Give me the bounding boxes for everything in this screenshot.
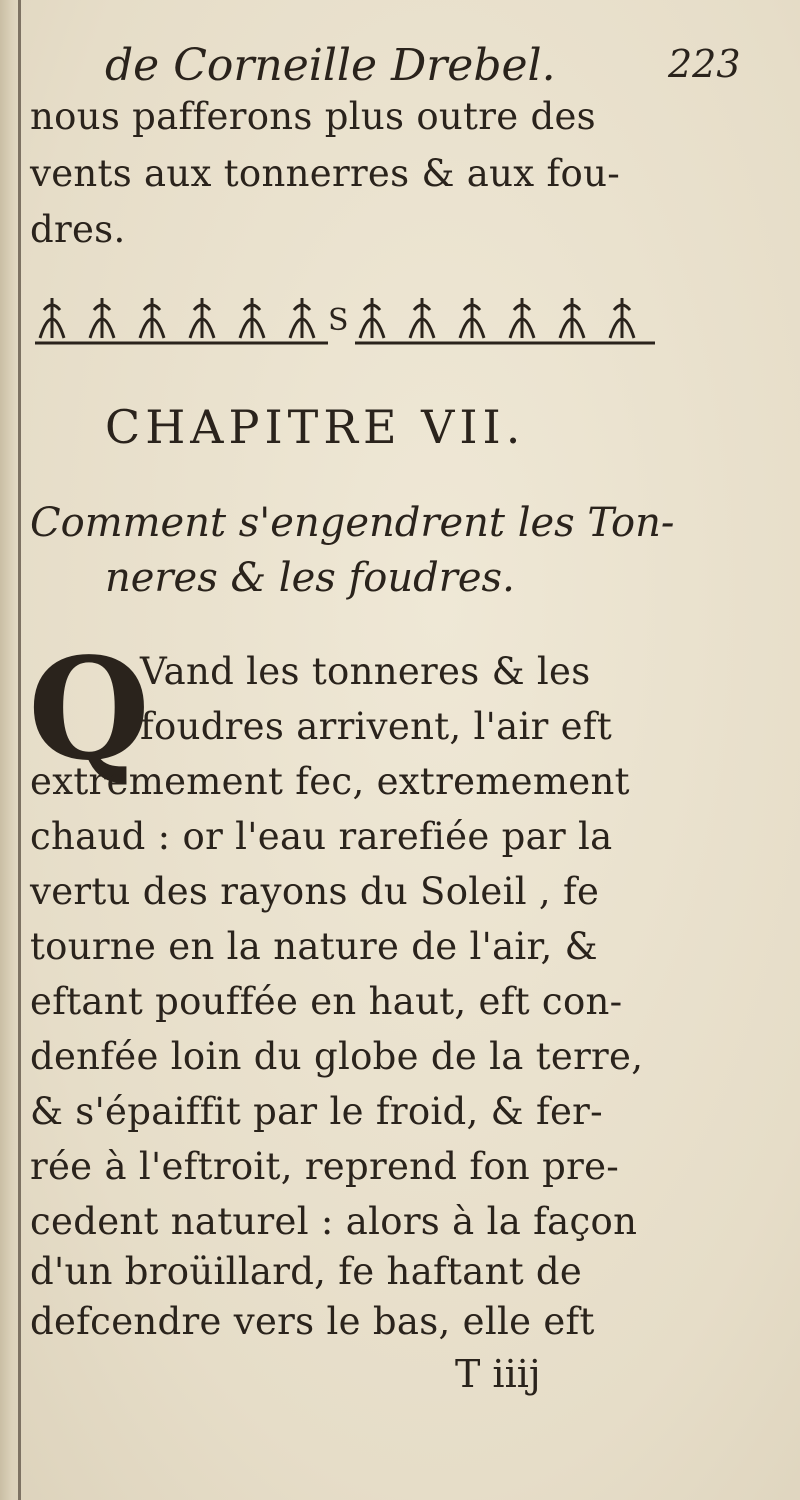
body-line-6: denfée loin du globe de la terre, [30,1035,644,1078]
chapter-subtitle-line-2: neres & les foudres. [105,555,515,601]
body-line-7: & s'épaiffit par le froid, & fer- [30,1090,603,1133]
chapter-subtitle-line-1: Comment s'engendrent les Ton- [30,500,675,546]
gutter-edge [18,0,21,1500]
page-gutter [0,0,20,1500]
body-line-11: defcendre vers le bas, elle eft [30,1300,595,1343]
body-line-8: rée à l'eftroit, reprend fon pre- [30,1145,620,1188]
ornament-center-letter: S [328,303,349,338]
body-line-2: chaud : or l'eau rarefiée par la [30,815,613,858]
signature-mark: T iiij [455,1352,541,1396]
body-line-4: tourne en la nature de l'air, & [30,925,598,968]
body-line-5: eftant pouffée en haut, eft con- [30,980,623,1023]
chapter-title: CHAPITRE VII. [105,400,526,454]
running-head: de Corneille Drebel. [105,40,556,91]
body-first-line-2: foudres arrivent, l'air eft [140,705,613,748]
drop-cap: Q [28,628,150,792]
page-number: 223 [668,42,741,86]
intro-line-3: dres. [30,208,126,251]
body-line-9: cedent naturel : alors à la façon [30,1200,638,1243]
body-first-line-1: Vand les tonneres & les [140,650,591,693]
body-line-3: vertu des rayons du Soleil , fe [30,870,600,913]
intro-line-2: vents aux tonnerres & aux fou- [30,152,620,195]
intro-line-1: nous pafferons plus outre des [30,95,596,138]
body-line-10: d'un broüillard, fe haftant de [30,1250,583,1293]
body-line-1: extremement fec, extremement [30,760,630,803]
